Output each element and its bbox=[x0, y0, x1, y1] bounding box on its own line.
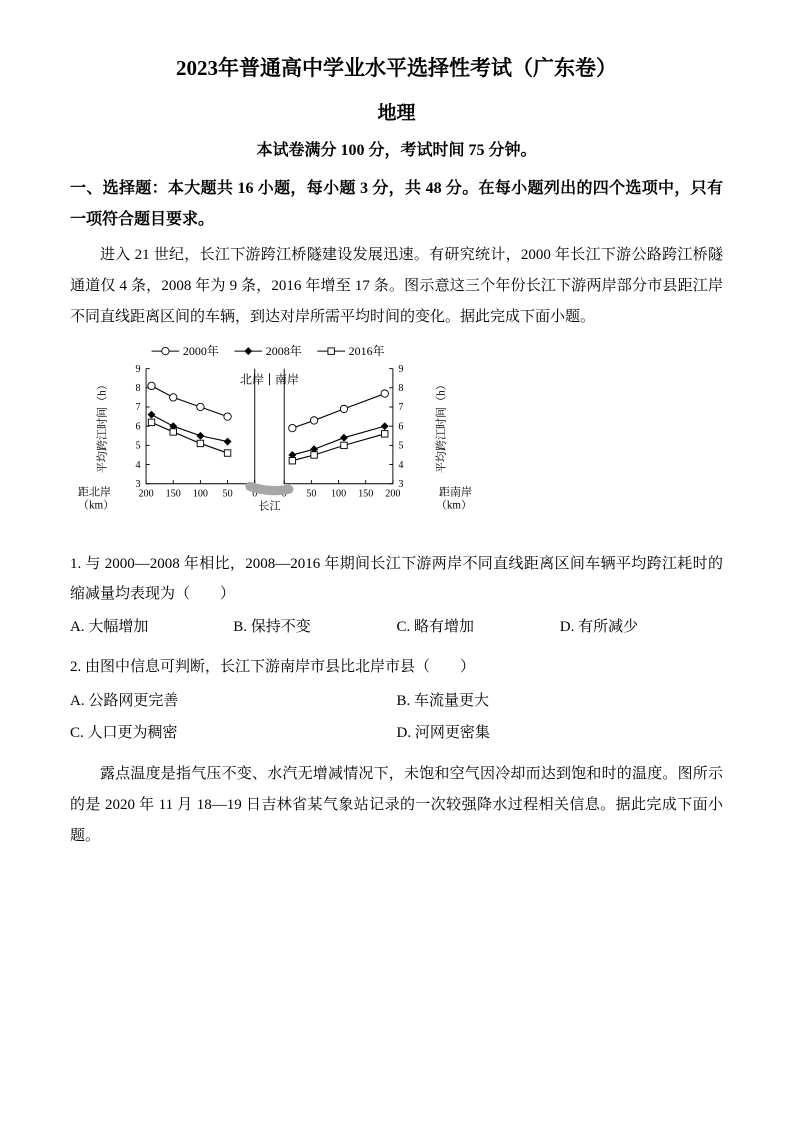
svg-text:0: 0 bbox=[281, 488, 287, 500]
svg-text:南岸: 南岸 bbox=[275, 371, 299, 386]
svg-text:4: 4 bbox=[398, 459, 404, 471]
svg-text:9: 9 bbox=[135, 363, 141, 375]
question-2-text: 2. 由图中信息可判断，长江下游南岸市县比北岸市县（ ） bbox=[70, 659, 476, 676]
svg-text:200: 200 bbox=[138, 488, 154, 500]
svg-text:5: 5 bbox=[135, 440, 141, 452]
svg-text:平均跨江时间（h）: 平均跨江时间（h） bbox=[435, 378, 448, 473]
crossing-time-chart bbox=[74, 341, 723, 539]
question-1-option-d: D. 有所减少 bbox=[559, 619, 639, 636]
exam-info: 本试卷满分 100 分，考试时间 75 分钟。 bbox=[256, 142, 537, 159]
svg-text:3: 3 bbox=[398, 478, 404, 490]
svg-text:（km）: （km） bbox=[435, 499, 473, 512]
question-2-options bbox=[70, 685, 723, 750]
svg-text:2008年: 2008年 bbox=[265, 343, 302, 358]
passage-bridge: 进入 21 世纪，长江下游跨江桥隧建设发展迅速。有研究统计，2000 年长江下游公路跨江桥隧通道仅 4 条，2008 年为 9 条，2016 年增至 17 条。图示意这三个年份长江下游两岸部分市县距江岸不同直线距离区间的车辆，到达对岸所需平均时间的变化。据此完成下面小题。 bbox=[70, 247, 723, 325]
svg-text:9: 9 bbox=[398, 363, 404, 375]
svg-text:6: 6 bbox=[135, 421, 141, 433]
svg-text:100: 100 bbox=[192, 488, 208, 500]
svg-text:8: 8 bbox=[135, 382, 141, 394]
question-2-option-a: A. 公路网更完善 bbox=[70, 692, 179, 709]
svg-text:6: 6 bbox=[398, 421, 404, 433]
svg-text:50: 50 bbox=[306, 488, 317, 500]
svg-text:8: 8 bbox=[398, 382, 404, 394]
svg-text:3: 3 bbox=[135, 478, 141, 490]
svg-text:5: 5 bbox=[398, 440, 404, 452]
svg-text:距南岸: 距南岸 bbox=[438, 486, 473, 499]
svg-text:（km）: （km） bbox=[77, 499, 115, 512]
svg-text:150: 150 bbox=[165, 488, 181, 500]
passage-dew-point: 露点温度是指气压不变、水汽无增减情况下，未饱和空气因冷却而达到饱和时的温度。图所示的是 2020 年 11 月 18—19 日吉林省某气象站记录的一次较强降水过程相关信息。据此完成下面小题。 bbox=[70, 766, 723, 844]
question-1-text: 1. 与 2000—2008 年相比，2008—2016 年期间长江下游两岸不同直线距离区间车辆平均跨江耗时的缩减量均表现为（ ） bbox=[70, 555, 723, 603]
question-1-options bbox=[70, 612, 723, 642]
svg-text:2000年: 2000年 bbox=[182, 343, 219, 358]
svg-text:7: 7 bbox=[398, 401, 404, 413]
question-1 bbox=[70, 549, 723, 643]
question-2-option-c: C. 人口更为稠密 bbox=[70, 725, 178, 742]
svg-text:50: 50 bbox=[222, 488, 233, 500]
svg-text:4: 4 bbox=[135, 459, 141, 471]
question-1-option-b: B. 保持不变 bbox=[233, 619, 311, 636]
svg-text:100: 100 bbox=[330, 488, 347, 500]
subject-title: 地理 bbox=[377, 103, 416, 124]
svg-text:北岸: 北岸 bbox=[239, 371, 264, 386]
svg-text:200: 200 bbox=[385, 488, 401, 500]
exam-title: 2023年普通高中学业水平选择性考试（广东卷） bbox=[176, 56, 617, 80]
question-2-option-b: B. 车流量更大 bbox=[396, 692, 490, 709]
question-1-option-a: A. 大幅增加 bbox=[70, 619, 149, 636]
question-1-option-c: C. 略有增加 bbox=[396, 619, 475, 636]
svg-text:2016年: 2016年 bbox=[348, 343, 385, 358]
svg-text:150: 150 bbox=[358, 488, 374, 500]
question-2-option-d: D. 河网更密集 bbox=[396, 725, 490, 742]
section-header: 一、选择题：本大题共 16 小题，每小题 3 分，共 48 分。在每小题列出的四个选项中，只有一项符合题目要求。 bbox=[70, 180, 723, 229]
svg-text:长江: 长江 bbox=[258, 500, 281, 513]
crossing-time-chart-svg bbox=[74, 341, 476, 539]
svg-text:7: 7 bbox=[135, 401, 141, 413]
svg-text:平均跨江时间（h）: 平均跨江时间（h） bbox=[96, 378, 109, 473]
question-2 bbox=[70, 652, 723, 749]
svg-text:0: 0 bbox=[252, 488, 258, 500]
svg-text:距北岸: 距北岸 bbox=[77, 486, 112, 499]
